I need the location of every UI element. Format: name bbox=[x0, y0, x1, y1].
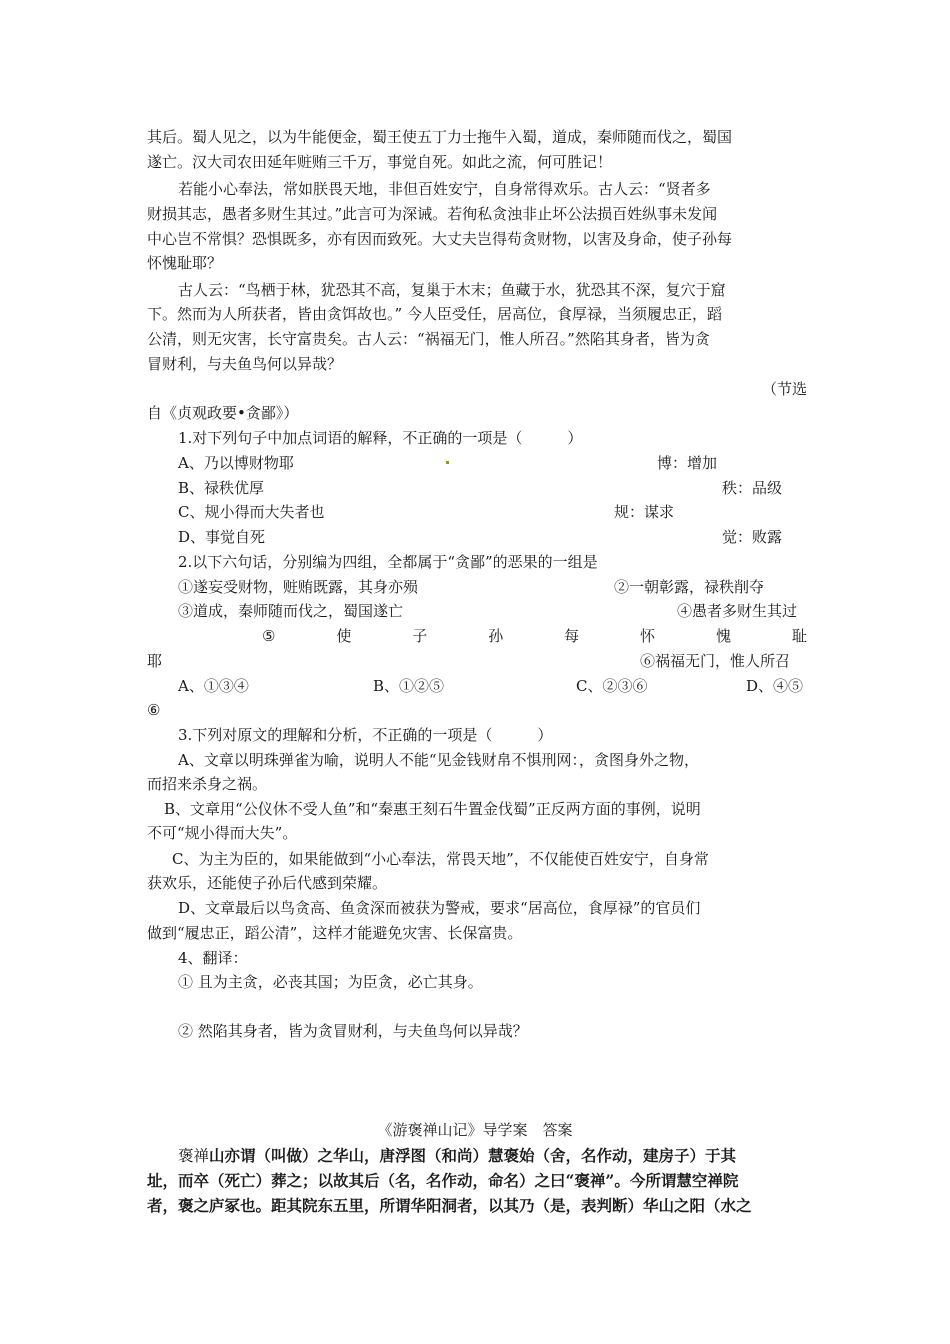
question-3-stem: 3.下列对原文的理解和分析，不正确的一项是（ ） bbox=[178, 726, 553, 744]
q2-item-5-char: 愧 bbox=[715, 627, 731, 645]
source-note: 自《贞观政要•贪鄙》） bbox=[147, 404, 299, 422]
q1-option-b-gloss: 秩：品级 bbox=[722, 479, 783, 497]
emphasis-dot bbox=[446, 461, 449, 464]
q2-option-d: D、④⑤ bbox=[746, 677, 804, 695]
q3-option-a: A、文章以明珠弹雀为喻，说明人不能“见金钱财帛不惧刑网：，贪图身外之物， bbox=[178, 751, 700, 769]
q4-sentence-2: ② 然陷其身者，皆为贪冒财利，与夫鱼鸟何以异哉？ bbox=[178, 1022, 528, 1040]
q3-option-a-cont: 而招来杀身之祸。 bbox=[147, 775, 268, 793]
q2-item-6: ⑥祸福无门，惟人所召 bbox=[640, 652, 791, 670]
passage-line: 中心岂不常惧？恐惧既多，亦有因而致死。大丈夫岂得苟贪财物，以害及身命，使子孙每 bbox=[147, 230, 733, 248]
q1-option-c: C、规小得而大失者也 bbox=[178, 503, 325, 521]
q2-item-5-char: 怀 bbox=[640, 627, 656, 645]
q3-option-b-cont: 不可“规小得而大失”。 bbox=[147, 824, 298, 842]
answer-line-bold: 山亦谓（叫做）之华山，唐浮图（和尚）慧褒始（舍，名作动，建房子）于其 bbox=[209, 1146, 737, 1165]
q3-option-d: D、文章最后以鸟贪高、鱼贪深而被获为警戒，要求“居高位，食厚禄”的官员们 bbox=[178, 899, 701, 917]
q2-option-c: C、②③⑥ bbox=[576, 677, 648, 695]
q3-option-c: C、为主为臣的，如果能做到“小心奉法，常畏天地”，不仅能使百姓安宁，自身常 bbox=[172, 850, 709, 868]
source-note: （节选 bbox=[761, 380, 807, 398]
q1-option-a-gloss: 博：增加 bbox=[657, 454, 718, 472]
q2-item-5-char: 子 bbox=[412, 627, 428, 645]
passage-line: 公清，则无灾害，长守富贵矣。古人云：“祸福无门，惟人所召。”然陷其身者，皆为贪 bbox=[147, 330, 710, 348]
passage-line: 遂亡。汉大司农田延年赃贿三千万，事觉自死。如此之流，何可胜记！ bbox=[147, 153, 613, 171]
q2-item-2: ②一朝彰露，禄秩削夺 bbox=[614, 578, 765, 596]
q3-option-c-cont: 获欢乐，还能使子孙后代感到荣耀。 bbox=[147, 874, 388, 892]
answer-line: 址，而卒（死亡）葬之；以故其后（名，名作动，命名）之曰“褒禅”。今所谓慧空禅院 bbox=[147, 1171, 739, 1190]
q2-item-5-char: ⑤ bbox=[262, 627, 276, 645]
q2-item-5-char: 孙 bbox=[488, 627, 504, 645]
answer-line bbox=[178, 1145, 736, 1167]
q2-item-5-char: 每 bbox=[564, 627, 580, 645]
q3-option-d-cont: 做到“履忠正，蹈公清”，这样才能避免灾害、长保富贵。 bbox=[147, 924, 523, 942]
q3-option-b: B、文章用“公仪休不受人鱼”和“秦惠王刻石牛置金伐蜀”正反两方面的事例，说明 bbox=[164, 800, 701, 818]
answer-line: 者，褒之庐冢也。距其院东五里，所谓华阳洞者，以其乃（是，表判断）华山之阳（水之 bbox=[147, 1196, 752, 1215]
passage-line: 若能小心奉法，常如朕畏天地，非但百姓安宁，自身常得欢乐。古人云：“贤者多 bbox=[178, 180, 711, 198]
passage-line: 冒财利，与夫鱼鸟何以异哉？ bbox=[147, 355, 343, 373]
question-4-stem: 4、翻译： bbox=[178, 949, 248, 967]
question-2-stem: 2.以下六句话，分别编为四组，全都属于“贪鄙”的恶果的一组是 bbox=[178, 553, 598, 571]
passage-line: 下。然而为人所获者，皆由贪饵故也。” 今人臣受任，居高位，食厚禄，当须履忠正，蹈 bbox=[147, 305, 722, 323]
q2-option-b: B、①②⑤ bbox=[373, 677, 445, 695]
q1-option-d: D、事觉自死 bbox=[178, 528, 266, 546]
q2-item-4: ④愚者多财生其过 bbox=[677, 602, 798, 620]
q1-option-b: B、禄秩优厚 bbox=[178, 479, 265, 497]
q2-item-1: ①遂妄受财物，赃贿既露，其身亦殒 bbox=[178, 578, 419, 596]
passage-line: 古人云：“鸟栖于林，犹恐其不高，复巢于木末；鱼藏于水，犹恐其不深，复穴于窟 bbox=[178, 281, 726, 299]
q1-option-a: A、乃以博财物耶 bbox=[178, 454, 294, 472]
q2-option-d-end: ⑥ bbox=[147, 701, 161, 719]
q1-option-c-gloss: 规：谋求 bbox=[614, 503, 675, 521]
q2-option-a: A、①③④ bbox=[178, 677, 249, 695]
passage-line: 怀愧耻耶？ bbox=[147, 254, 223, 272]
passage-line: 其后。蜀人见之，以为牛能便金，蜀王使五丁力士拖牛入蜀，道成，秦师随而伐之，蜀国 bbox=[147, 128, 733, 146]
q2-item-5 bbox=[262, 625, 807, 647]
q2-item-5-char: 耻 bbox=[791, 627, 807, 645]
q2-item-5-end: 耶 bbox=[147, 652, 163, 670]
q1-option-d-gloss: 觉：败露 bbox=[722, 528, 783, 546]
q2-item-3: ③道成，秦师随而伐之，蜀国遂亡 bbox=[178, 602, 404, 620]
passage-line: 财损其志，愚者多财生其过。”此言可为深诫。若徇私贪浊非止坏公法损百姓纵事未发闻 bbox=[147, 205, 718, 223]
answer-line-plain: 褒禅 bbox=[178, 1147, 210, 1165]
question-1-stem: 1.对下列句子中加点词语的解释，不正确的一项是（ ） bbox=[178, 429, 583, 447]
q2-item-5-char: 使 bbox=[336, 627, 352, 645]
answer-title: 《游褒禅山记》导学案 答案 bbox=[377, 1121, 573, 1139]
q4-sentence-1: ① 且为主贪，必丧其国；为臣贪，必亡其身。 bbox=[178, 973, 483, 991]
